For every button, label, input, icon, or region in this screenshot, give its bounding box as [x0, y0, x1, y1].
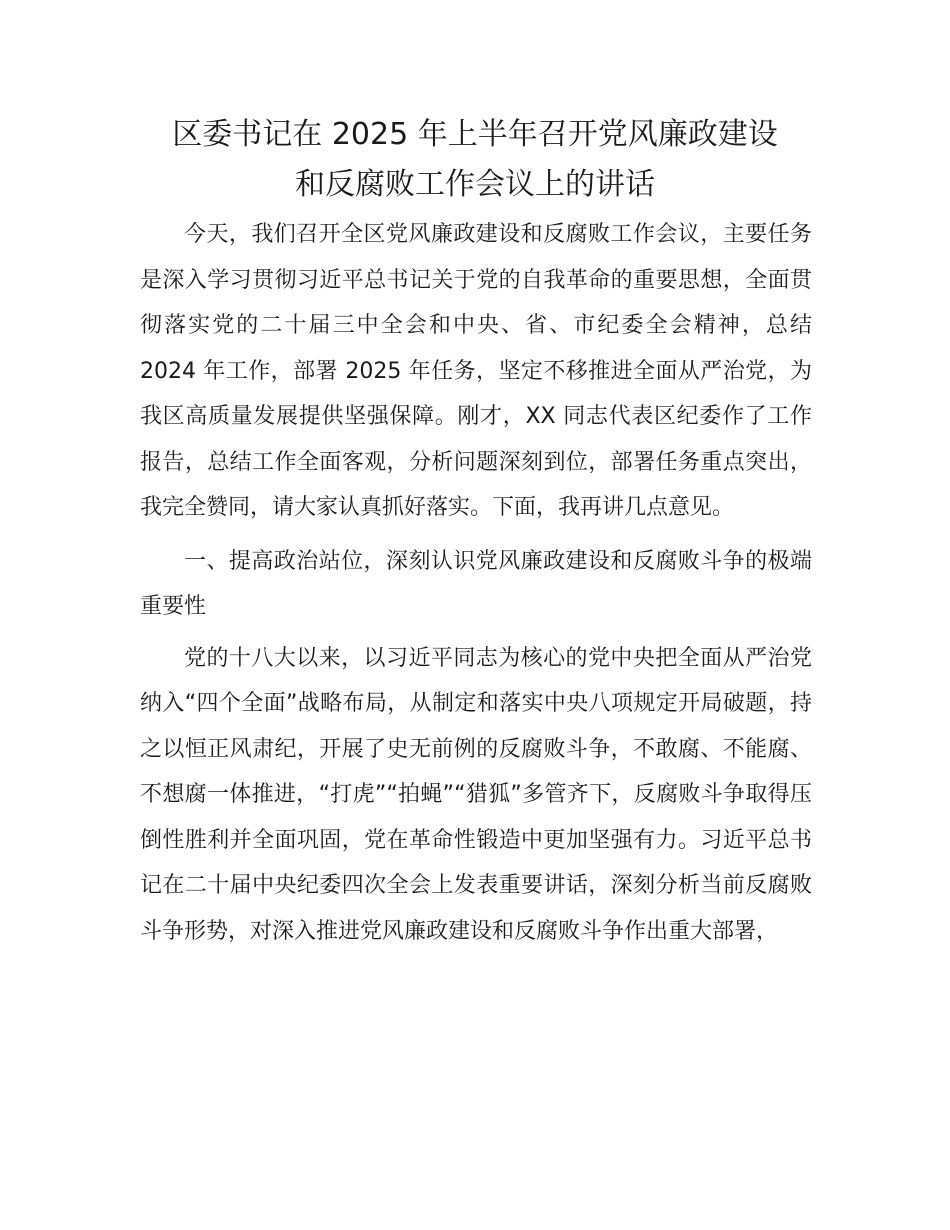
title-line-1: 区委书记在 2025 年上半年召开党风廉政建设: [172, 117, 778, 152]
document-title: [120, 110, 830, 210]
document-body: [140, 212, 812, 954]
title-line-2: 和反腐败工作会议上的讲话: [295, 167, 655, 202]
opening-paragraph: 今天，我们召开全区党风廉政建设和反腐败工作会议，主要任务是深入学习贯彻习近平总书记关于党的自我革命的重要思想，全面贯彻落实党的二十届三中全会和中央、省、市纪委全会精神，总结 2024 年工作，部署 2025 年任务，坚定不移推进全面从严治党，为我区高质量发展提供坚强保障。刚才，XX 同志代表区纪委作了工作报告，总结工作全面客观，分析问题深刻到位，部署任务重点突出，我完全赞同，请大家认真抓好落实。下面，我再讲几点意见。: [140, 222, 812, 520]
section-heading-1: 一、提高政治站位，深刻认识党风廉政建设和反腐败斗争的极端重要性: [140, 548, 812, 619]
section-1-paragraph: 党的十八大以来，以习近平同志为核心的党中央把全面从严治党纳入“四个全面”战略布局，从制定和落实中央八项规定开局破题，持之以恒正风肃纪，开展了史无前例的反腐败斗争，不敢腐、不能腐、不想腐一体推进，“打虎”“拍蝇”“猎狐”多管齐下，反腐败斗争取得压倒性胜利并全面巩固，党在革命性锻造中更加坚强有力。习近平总书记在二十届中央纪委四次全会上发表重要讲话，深刻分析当前反腐败斗争形势，对深入推进党风廉政建设和反腐败斗争作出重大部署，: [140, 645, 812, 944]
